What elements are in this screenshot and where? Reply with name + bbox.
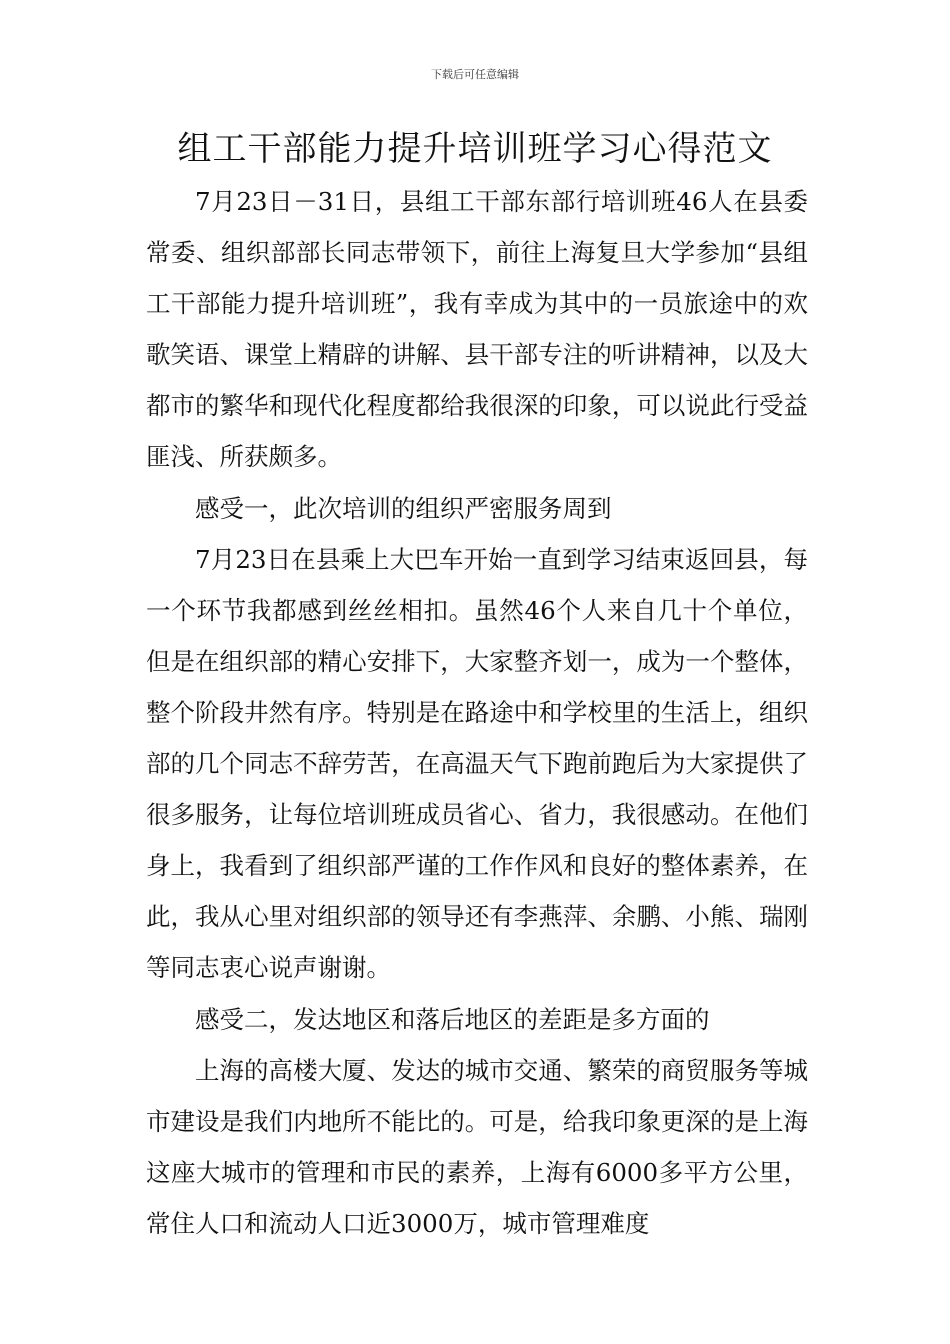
paragraph-intro: 7月23日－31日，县组工干部东部行培训班46人在县委常委、组织部部长同志带领下，前往上海复旦大学参加“县组工干部能力提升培训班”，我有幸成为其中的一员旅途中的欢歌笑语、课堂上精辟的讲解、县干部专注的听讲精神，以及大都市的繁华和现代化程度都给我很深的印象，可以说此行受益匪浅、所获颇多。 — [146, 187, 808, 472]
section-heading-1: 感受一，此次培训的组织严密服务周到 — [195, 493, 612, 523]
section-heading-2: 感受二，发达地区和落后地区的差距是多方面的 — [195, 1004, 710, 1034]
paragraph-section-2: 上海的高楼大厦、发达的城市交通、繁荣的商贸服务等城市建设是我们内地所不能比的。可是，给我印象更深的是上海这座大城市的管理和市民的素养，上海有6000多平方公里，常住人口和流动人口近3000万，城市管理难度 — [146, 1055, 808, 1238]
header-note: 下载后可任意编辑 — [431, 68, 519, 81]
paragraph-section-1: 7月23日在县乘上大巴车开始一直到学习结束返回县，每一个环节我都感到丝丝相扣。虽然46个人来自几十个单位，但是在组织部的精心安排下，大家整齐划一，成为一个整体，整个阶段井然有序。特别是在路途中和学校里的生活上，组织部的几个同志不辞劳苦，在高温天气下跑前跑后为大家提供了很多服务，让每位培训班成员省心、省力，我很感动。在他们身上，我看到了组织部严谨的工作作风和良好的整体素养，在此，我从心里对组织部的领导还有李燕萍、余鹏、小熊、瑞刚等同志衷心说声谢谢。 — [146, 544, 808, 983]
document-title: 组工干部能力提升培训班学习心得范文 — [177, 129, 773, 169]
document-body — [146, 176, 808, 1249]
